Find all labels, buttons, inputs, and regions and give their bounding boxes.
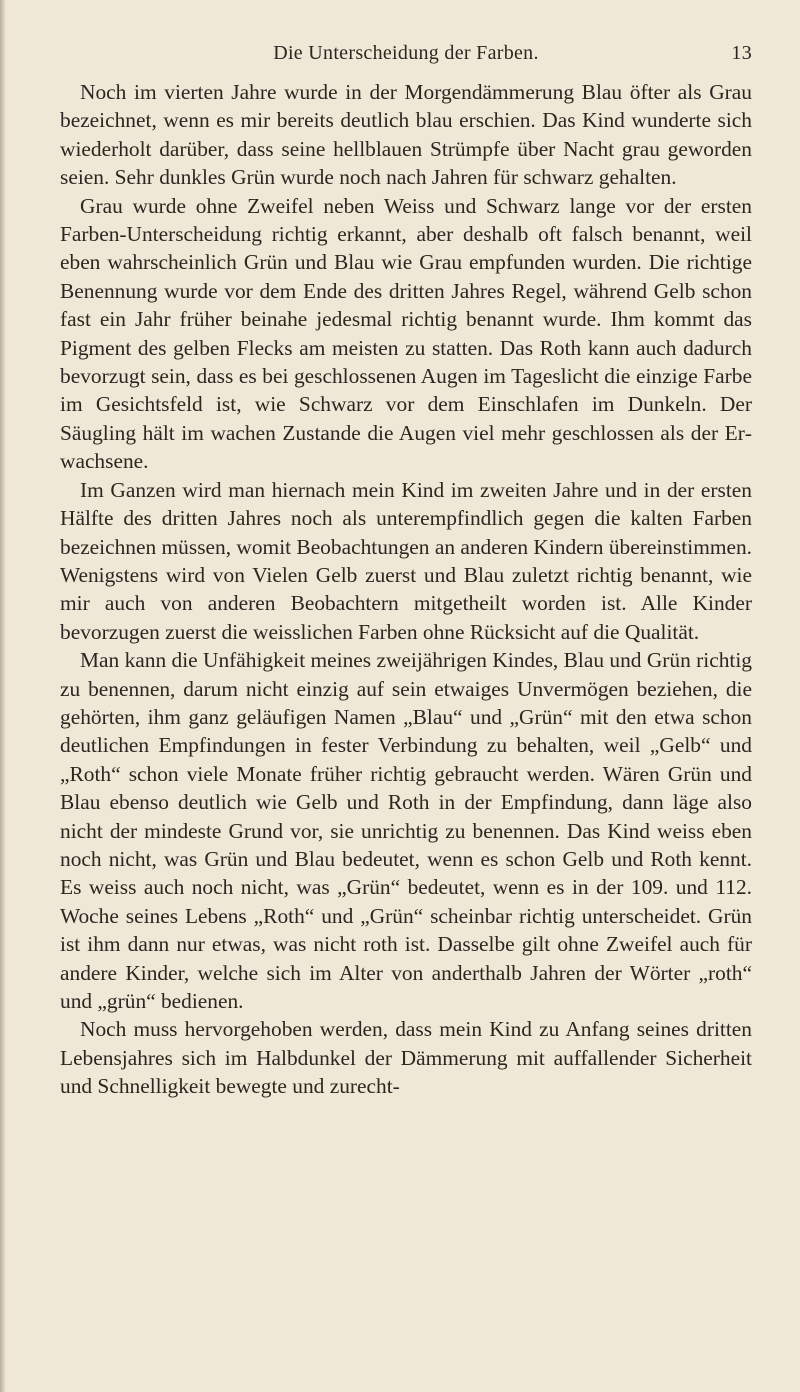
paragraph: Noch muss hervorgehoben werden, dass mein Kind zu Anfang seines dritten Lebensjahres sich im Halbdunkel der Dämmerung mit auffallender Sicherheit und Schnelligkeit bewegte und zurecht- — [60, 1017, 752, 1099]
paragraph: Man kann die Unfähigkeit meines zweijährigen Kindes, Blau und Grün richtig zu benennen, darum nicht einzig auf sein etwaiges Unvermögen beziehen, die gehörten, ihm ganz geläufigen Namen „Blau“ und „Grün“ mit den etwa schon deutlichen Empfindungen in fester Verbindung zu behalten, weil „Gelb“ und „Roth“ schon viele Monate früher richtig gebraucht werden. Wären Grün und Blau ebenso deutlich wie Gelb und Roth in der Empfindung, dann läge also nicht der mindeste Grund vor, sie unrichtig zu benennen. Das Kind weiss eben noch nicht, was Grün und Blau bedeutet, wenn es schon Gelb und Roth kennt. Es weiss auch noch nicht, was „Grün“ bedeutet, wenn es in der 109. und 112. Woche seines Lebens „Roth“ und „Grün“ scheinbar richtig unterscheidet. Grün ist ihm dann nur etwas, was nicht roth ist. Dasselbe gilt ohne Zweifel auch für andere Kinder, welche sich im Alter von anderthalb Jahren der Wörter „roth“ und „grün“ bedienen. — [60, 648, 752, 1013]
page-edge-shadow — [0, 0, 6, 1392]
paragraph: Im Ganzen wird man hiernach mein Kind im zweiten Jahre und in der ersten Hälfte des dritten Jahres noch als unterempfindlich gegen die kalten Farben bezeichnen müssen, womit Beobachtungen an anderen Kindern übereinstimmen. Wenigstens wird von Vielen Gelb zuerst und Blau zuletzt richtig benannt, wie mir auch von anderen Beobachtern mitgetheilt worden ist. Alle Kinder bevorzugen zuerst die weisslichen Farben ohne Rücksicht auf die Qualität. — [60, 477, 753, 644]
running-head — [60, 28, 752, 64]
running-title: Die Unterscheidung der Farben. — [273, 42, 539, 64]
paragraph: Noch im vierten Jahre wurde in der Morgendämmerung Blau öfter als Grau bezeichnet, wenn es mir bereits deutlich blau erschien. Das Kind wunderte sich wiederholt darüber, dass seine hellblauen Strümpfe über Nacht grau geworden seien. Sehr dunkles Grün wurde noch nach Jahren für schwarz gehalten. — [60, 80, 752, 190]
body-text — [60, 78, 752, 1101]
page-number: 13 — [731, 42, 752, 64]
paragraph: Grau wurde ohne Zweifel neben Weiss und Schwarz lange vor der ersten Farben-Unterscheidung richtig erkannt, aber deshalb oft falsch benannt, weil eben wahrscheinlich Grün und Blau wie Grau empfunden wurden. Die richtige Benennung wurde vor dem Ende des dritten Jahres Regel, während Gelb schon fast ein Jahr früher beinahe jedesmal richtig benannt wurde. Ihm kommt das Pigment des gelben Flecks am meisten zu statten. Das Roth kann auch dadurch bevorzugt sein, dass es bei geschlossenen Augen im Tageslicht die einzige Farbe im Gesichtsfeld ist, wie Schwarz vor dem Einschlafen im Dunkeln. Der Säugling hält im wachen Zustande die Augen viel mehr geschlossen als der Erwachsene. — [60, 193, 752, 474]
